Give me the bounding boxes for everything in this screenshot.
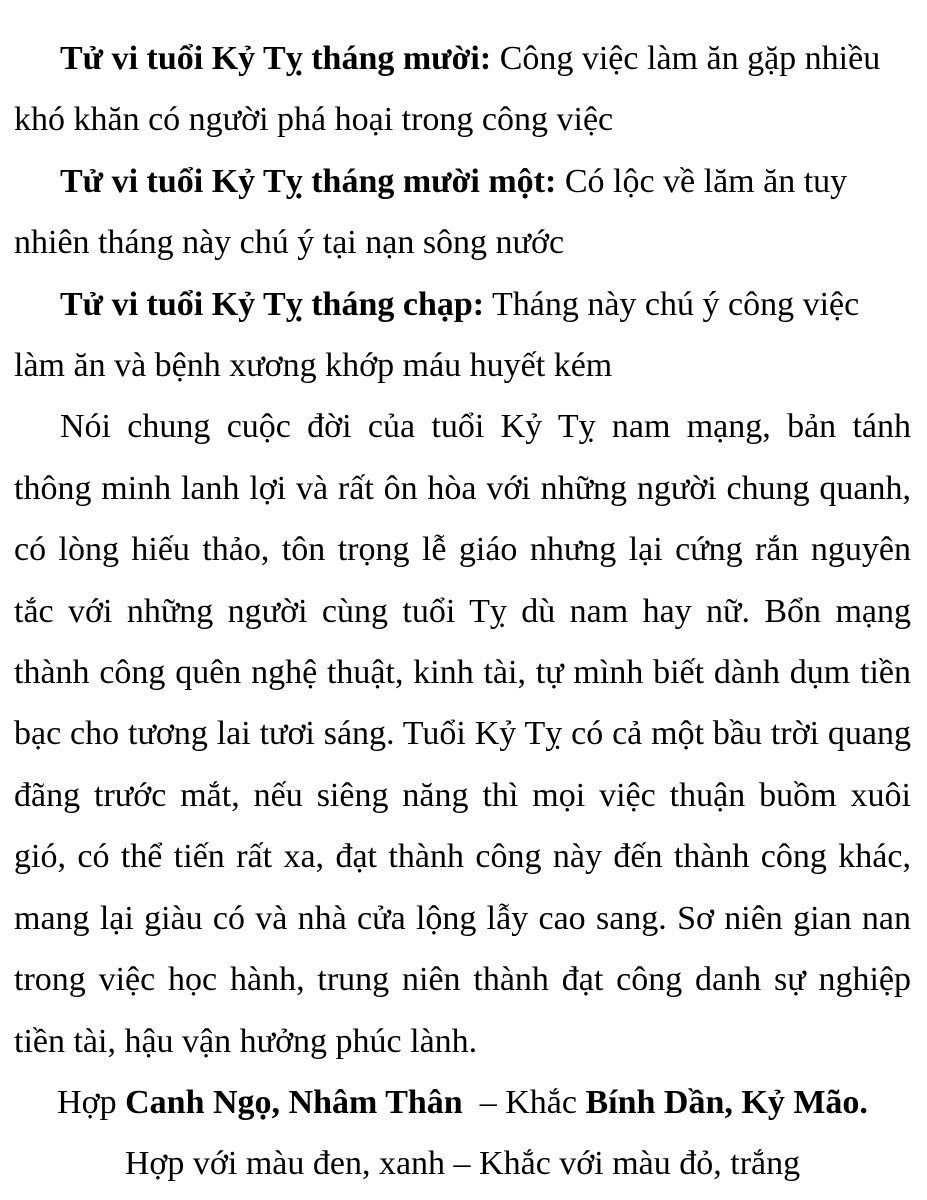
document-page <box>14 28 911 1195</box>
month-eleven-paragraph <box>14 151 911 274</box>
summary-paragraph: Nói chung cuộc đời của tuổi Kỷ Tỵ nam mạng, bản tánh thông minh lanh lợi và rất ôn hòa với những người chung quanh, có lòng hiếu thảo, tôn trọng lễ giáo nhưng lại cứng rắn nguyên tắc với những người cùng tuổi Tỵ dù nam hay nữ. Bổn mạng thành công quên nghệ thuật, kinh tài, tự mình biết dành dụm tiền bạc cho tương lai tươi sáng. Tuổi Kỷ Tỵ có cả một bầu trời quang đãng trước mắt, nếu siêng năng thì mọi việc thuận buồm xuôi gió, có thể tiến rất xa, đạt thành công này đến thành công khác, mang lại giàu có và nhà cửa lộng lẫy cao sang. Sơ niên gian nan trong việc học hành, trung niên thành đạt công danh sự nghiệp tiền tài, hậu vận hưởng phúc lành. <box>14 408 911 1060</box>
month-twelve-label: Tử vi tuổi Kỷ Tỵ tháng chạp: <box>60 285 485 323</box>
month-twelve-paragraph <box>14 274 911 397</box>
khac-ages: Bính Dần, Kỷ Mão. <box>585 1083 868 1121</box>
hop-ages: Canh Ngọ, Nhâm Thân <box>125 1083 463 1121</box>
month-eleven-text: Có lộc về lăm ăn tuy nhiên tháng này chú ý tại nạn sông nước <box>14 162 848 262</box>
hop-label: Hợp <box>57 1083 126 1121</box>
compatibility-line <box>14 1072 911 1133</box>
colors-line: Hợp với màu đen, xanh – Khắc với màu đỏ, trắng <box>124 1145 801 1183</box>
month-ten-label: Tử vi tuổi Kỷ Tỵ tháng mười: <box>60 40 492 77</box>
khac-label: – Khắc <box>462 1083 586 1121</box>
month-twelve-text: Tháng này chú ý công việc làm ăn và bệnh xương khớp máu huyết kém <box>14 285 860 385</box>
month-ten-text: Công việc làm ăn gặp nhiều khó khăn có người phá hoại trong công việc <box>14 40 881 139</box>
month-ten-paragraph <box>14 28 911 151</box>
month-eleven-label: Tử vi tuổi Kỷ Tỵ tháng mười một: <box>60 162 557 200</box>
